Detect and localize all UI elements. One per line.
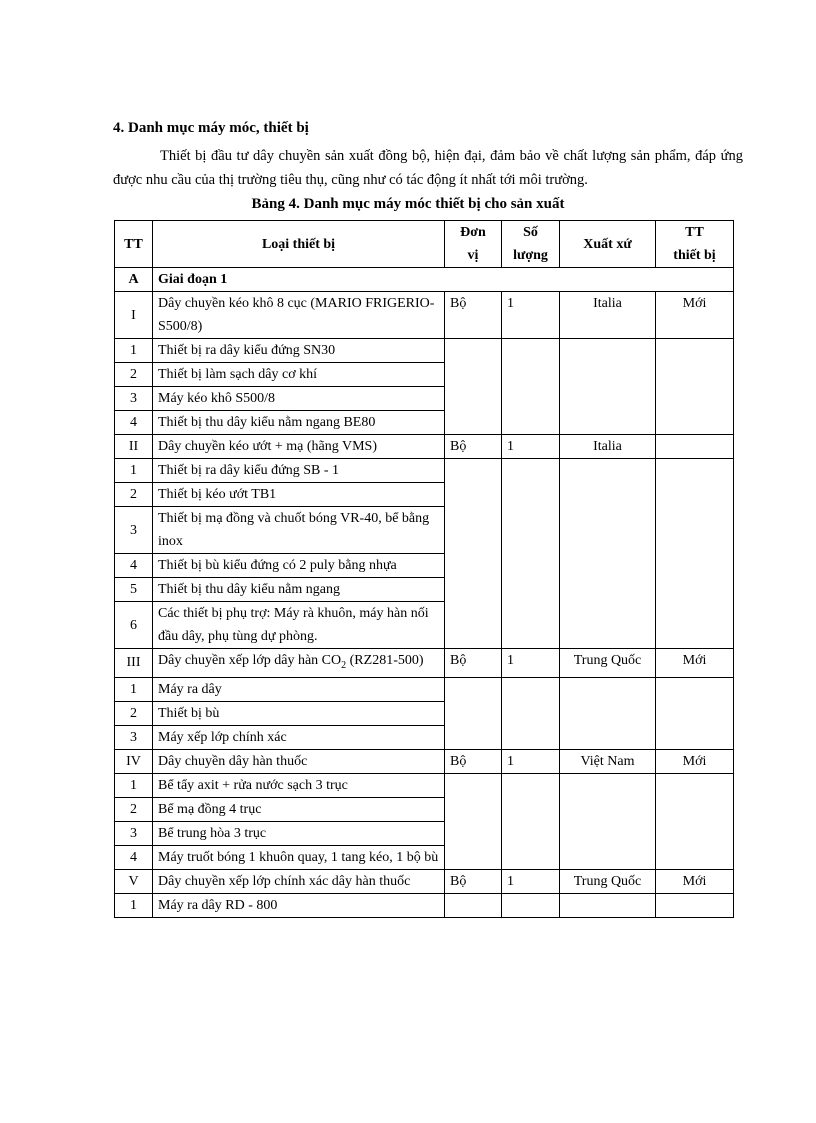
group-row: [115, 268, 734, 292]
line-origin: Italia: [560, 435, 656, 459]
line-tt: V: [115, 869, 153, 893]
header-unit: Đơn vị: [445, 221, 502, 268]
line-quantity: 1: [502, 292, 560, 339]
item-name: Máy ra dây: [153, 677, 445, 701]
item-name: Máy kéo khô S500/8: [153, 387, 445, 411]
header-origin: Xuất xứ: [560, 221, 656, 268]
line-tt: III: [115, 649, 153, 678]
line-unit: Bộ: [445, 649, 502, 678]
line-row: [115, 649, 734, 678]
table-caption: Bảng 4. Danh mục máy móc thiết bị cho sản xuất: [251, 196, 565, 212]
section-heading: 4. Danh mục máy móc, thiết bị: [113, 120, 309, 136]
item-tt: 3: [115, 387, 153, 411]
item-empty-quantity: [502, 459, 560, 649]
item-name: Máy xếp lớp chính xác: [153, 725, 445, 749]
item-tt: 6: [115, 602, 153, 649]
item-empty-quantity: [502, 339, 560, 435]
item-name: Thiết bị mạ đồng và chuốt bóng VR-40, bể bằng inox: [153, 507, 445, 554]
line-quantity: 1: [502, 435, 560, 459]
item-empty-status: [656, 677, 734, 749]
item-row: [115, 773, 734, 797]
item-tt: 4: [115, 554, 153, 578]
line-name: Dây chuyền kéo khô 8 cục (MARIO FRIGERIO-S500/8): [153, 292, 445, 339]
item-tt: 2: [115, 701, 153, 725]
item-row: [115, 677, 734, 701]
item-empty-unit: [445, 773, 502, 869]
item-empty-origin: [560, 893, 656, 917]
item-name: Thiết bị làm sạch dây cơ khí: [153, 363, 445, 387]
item-tt: 3: [115, 507, 153, 554]
group-tt: A: [115, 268, 153, 292]
line-name: Dây chuyền xếp lớp chính xác dây hàn thuốc: [153, 869, 445, 893]
item-empty-unit: [445, 893, 502, 917]
item-empty-status: [656, 339, 734, 435]
item-empty-status: [656, 773, 734, 869]
item-row: [115, 339, 734, 363]
line-status: [656, 435, 734, 459]
line-origin: Việt Nam: [560, 749, 656, 773]
item-tt: 4: [115, 411, 153, 435]
table-header-row: [115, 221, 734, 268]
item-tt: 1: [115, 677, 153, 701]
item-name: Thiết bị thu dây kiểu nằm ngang: [153, 578, 445, 602]
item-empty-quantity: [502, 677, 560, 749]
line-name: Dây chuyền dây hàn thuốc: [153, 749, 445, 773]
line-tt: II: [115, 435, 153, 459]
item-tt: 1: [115, 459, 153, 483]
item-empty-origin: [560, 459, 656, 649]
line-quantity: 1: [502, 749, 560, 773]
item-empty-origin: [560, 339, 656, 435]
table-body: [115, 268, 734, 918]
line-quantity: 1: [502, 649, 560, 678]
item-empty-unit: [445, 459, 502, 649]
item-tt: 2: [115, 363, 153, 387]
item-row: [115, 893, 734, 917]
header-quantity: Số lượng: [502, 221, 560, 268]
line-name-part: Dây chuyền xếp lớp dây hàn CO: [158, 653, 342, 668]
item-name: Bể tẩy axit + rửa nước sạch 3 trục: [153, 773, 445, 797]
item-name: Bể mạ đồng 4 trục: [153, 797, 445, 821]
item-empty-quantity: [502, 773, 560, 869]
line-row: [115, 749, 734, 773]
line-tt: IV: [115, 749, 153, 773]
equipment-table: [114, 220, 734, 918]
line-unit: Bộ: [445, 869, 502, 893]
line-name-subscript: 2: [341, 659, 347, 671]
header-tt: TT: [115, 221, 153, 268]
line-status: Mới: [656, 749, 734, 773]
item-row: [115, 459, 734, 483]
line-name: [153, 649, 445, 678]
item-tt: 2: [115, 797, 153, 821]
header-status: TT thiết bị: [656, 221, 734, 268]
item-empty-quantity: [502, 893, 560, 917]
line-name: Dây chuyền kéo ướt + mạ (hãng VMS): [153, 435, 445, 459]
item-tt: 4: [115, 845, 153, 869]
item-tt: 3: [115, 821, 153, 845]
item-tt: 1: [115, 339, 153, 363]
intro-paragraph: Thiết bị đầu tư dây chuyền sản xuất đồng bộ, hiện đại, đảm bảo về chất lượng sản phẩm, đáp ứng được nhu cầu của thị trường tiêu thụ, cũng như có tác động ít nhất tới môi trường.: [113, 148, 743, 188]
item-empty-unit: [445, 677, 502, 749]
line-quantity: 1: [502, 869, 560, 893]
item-name: Thiết bị kéo ướt TB1: [153, 483, 445, 507]
item-empty-unit: [445, 339, 502, 435]
item-tt: 1: [115, 773, 153, 797]
item-name: Thiết bị ra dây kiểu đứng SB - 1: [153, 459, 445, 483]
line-row: [115, 292, 734, 339]
line-row: [115, 435, 734, 459]
header-equipment-type: Loại thiết bị: [153, 221, 445, 268]
line-origin: Trung Quốc: [560, 869, 656, 893]
item-name: Thiết bị thu dây kiểu nằm ngang BE80: [153, 411, 445, 435]
line-tt: I: [115, 292, 153, 339]
item-name: Thiết bị ra dây kiểu đứng SN30: [153, 339, 445, 363]
line-status: Mới: [656, 292, 734, 339]
item-name: Các thiết bị phụ trợ: Máy rà khuôn, máy hàn nối đầu dây, phụ tùng dự phòng.: [153, 602, 445, 649]
line-row: [115, 869, 734, 893]
item-empty-status: [656, 459, 734, 649]
item-tt: 3: [115, 725, 153, 749]
line-name-part: (RZ281-500): [346, 653, 424, 668]
item-tt: 5: [115, 578, 153, 602]
group-name: Giai đoạn 1: [153, 268, 734, 292]
item-name: Thiết bị bù kiểu đứng có 2 puly bằng nhựa: [153, 554, 445, 578]
item-tt: 2: [115, 483, 153, 507]
item-empty-origin: [560, 773, 656, 869]
item-empty-status: [656, 893, 734, 917]
line-unit: Bộ: [445, 435, 502, 459]
line-origin: Italia: [560, 292, 656, 339]
item-empty-origin: [560, 677, 656, 749]
item-name: Thiết bị bù: [153, 701, 445, 725]
item-name: Máy ra dây RD - 800: [153, 893, 445, 917]
line-unit: Bộ: [445, 292, 502, 339]
item-name: Máy truốt bóng 1 khuôn quay, 1 tang kéo, 1 bộ bù: [153, 845, 445, 869]
line-unit: Bộ: [445, 749, 502, 773]
line-origin: Trung Quốc: [560, 649, 656, 678]
item-name: Bể trung hòa 3 trục: [153, 821, 445, 845]
item-tt: 1: [115, 893, 153, 917]
line-status: Mới: [656, 869, 734, 893]
line-status: Mới: [656, 649, 734, 678]
